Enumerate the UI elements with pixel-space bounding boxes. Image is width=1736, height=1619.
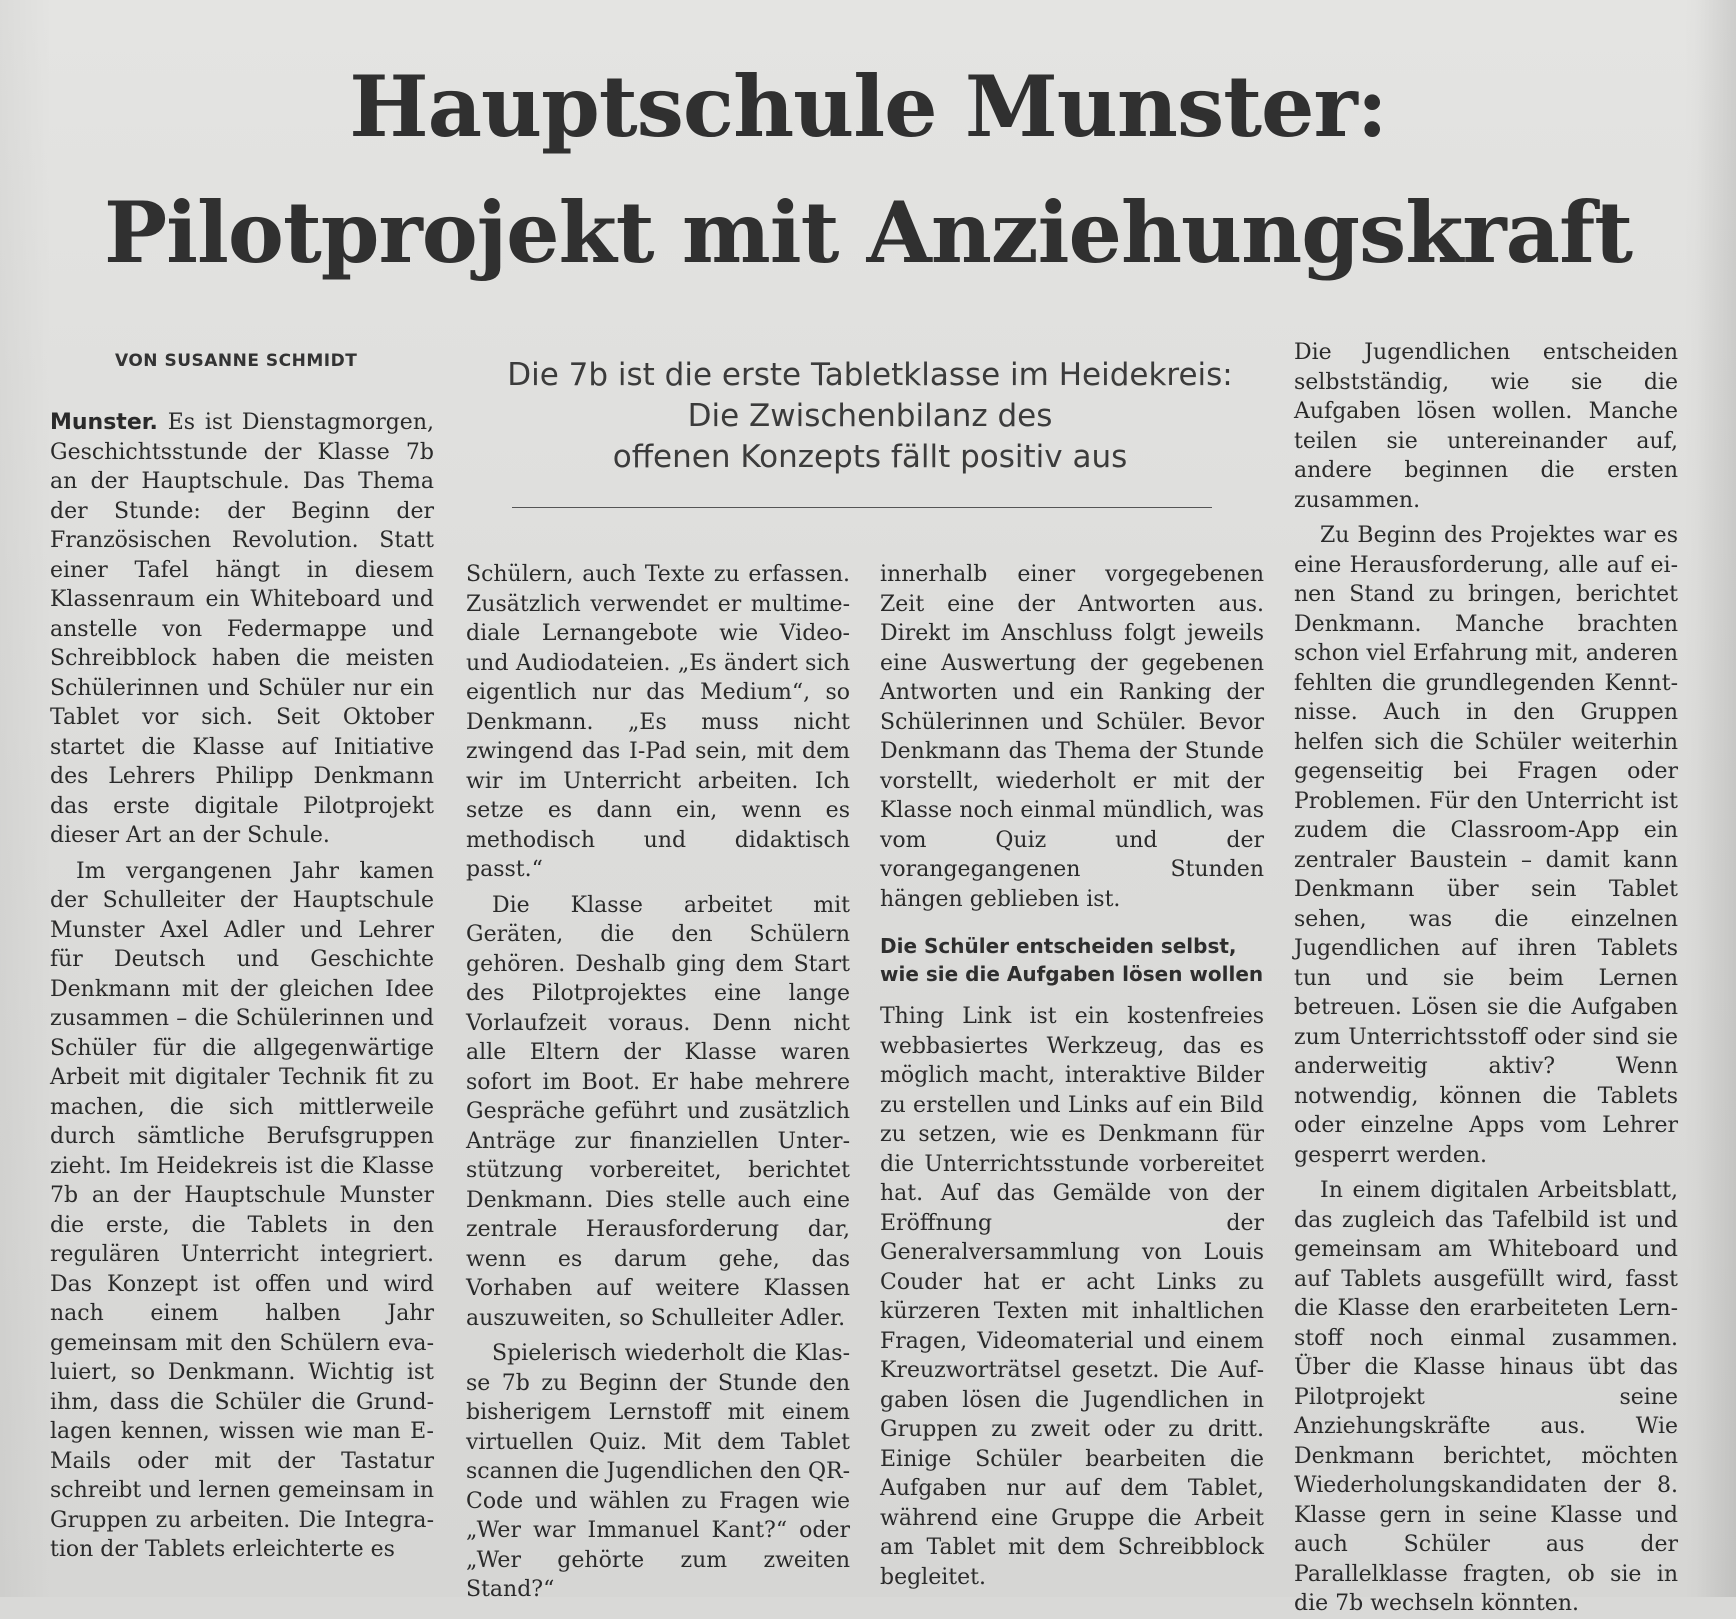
- deck-divider: [512, 507, 1212, 508]
- subheading: [880, 932, 1264, 988]
- paragraph: Schülern, auch Texte zu erfassen. Zusätzlich verwendet er multimediale Lernangebote wie Video- und Audiodateien. „Es ändert sich eigentlich nur das Medium“, so Denkmann. „Es muss nicht zwingend das I-Pad sein, mit dem wir im Unterricht arbeiten. Ich setze es dann ein, wenn es methodisch und didaktisch passt.“: [466, 562, 850, 882]
- paragraph: Thing Link ist ein kostenfreies webbasiertes Werkzeug, das es möglich macht, interaktive Bilder zu erstellen und Links auf ein Bild zu setzen, wie es Denkmann für die Unterrichtsstunde vorbereitet hat. Auf das Gemälde von der Eröffnung der Generalversammlung von Louis Couder hat er acht Links zu kürzeren Texten mit inhaltlichen Fragen, Videomaterial und einem Kreuzworträtsel gesetzt. Die Aufgaben lösen die Jugendlichen in Gruppen zu zweit oder zu dritt. Einige Schüler bearbeiten die Aufgaben nur auf dem Tablet, während eine Gruppe die Arbeit am Tablet mit dem Schreibblock begleitet.: [880, 1004, 1264, 1590]
- paragraph-text: Es ist Dienstagmorgen, Geschichtsstunde der Klasse 7b an der Hauptschule. Das Thema der Stunde: der Beginn der Französischen Revolution. Statt einer Tafel hängt in diesem Klassenraum ein Whiteboard und anstelle von Federmappe und Schreibblock haben die meisten Schülerinnen und Schüler nur ein Tablet vor sich. Seit Oktober startet die Klasse auf Initiative des Lehrers Philipp Denkmann das erste digitale Pilotprojekt dieser Art an der Schule.: [50, 410, 434, 848]
- headline-line-1: Hauptschule Munster:: [349, 57, 1387, 156]
- paragraph: [50, 408, 434, 851]
- paragraph: Die Klasse arbeitet mit Geräten, die den Schülern gehören. Deshalb ging dem Start des Pilotprojektes eine lange Vorlaufzeit voraus. Denn nicht alle Eltern der Klasse waren sofort im Boot. Er habe mehrere Gespräche geführt und zusätzlich Anträge zur finanziellen Unterstützung vorbereitet, berichtet Denkmann. Dies stelle auch eine zentrale Herausforderung dar, wenn es darum gehe, das Vorhaben auf weitere Klassen auszuweiten, so Schulleiter Adler.: [466, 892, 850, 1331]
- deck-line-3: offenen Konzepts fällt positiv aus: [612, 439, 1128, 475]
- page-edge-shadow: [1696, 0, 1736, 1597]
- deck: [485, 355, 1255, 478]
- subheading-line-1: Die Schüler entscheiden selbst,: [880, 934, 1237, 958]
- byline: VON SUSANNE SCHMIDT: [115, 351, 358, 371]
- paragraph: In einem digitalen Arbeitsblatt, das zugleich das Tafelbild ist und gemeinsam am Whiteboard und auf Tablets ausgefüllt wird, fasst die Klasse den erarbeiteten Lernstoff noch einmal zusammen. Über die Klasse hinaus übt das Pilotprojekt seine Anziehungskräfte aus. Wie Denkmann berichtet, möchten Wiederholungskandidaten der 8. Klasse gern in seine Klasse und auch Schüler aus der Parallelklasse fragten, ob sie in die 7b wechseln könnten.: [1294, 1178, 1678, 1616]
- article-column-4: [1294, 338, 1678, 1619]
- paragraph: Die Jugendlichen entscheiden selbstständig, wie sie die Aufgaben lösen wollen. Manche teilen sie untereinander auf, andere beginnen die ersten zusammen.: [1294, 340, 1678, 513]
- article-column-1: [50, 408, 434, 1565]
- dateline: Munster.: [50, 410, 158, 435]
- paragraph: innerhalb einer vorgegebenen Zeit eine der Antworten aus. Direkt im Anschluss folgt jeweils eine Auswertung der gegebenen Antworten und ein Ranking der Schülerinnen und Schüler. Bevor Denkmann das Thema der Stunde vorstellt, wiederholt er mit der Klasse noch einmal mündlich, was vom Quiz und der vorangegangenen Stunden hängen geblieben ist.: [880, 562, 1264, 912]
- paragraph: Zu Beginn des Projektes war es eine Herausforderung, alle auf einen Stand zu bringen, berichtet Denkmann. Manche brachten schon viel Erfahrung mit, anderen fehlten die grundlegenden Kenntnisse. Auch in den Gruppen helfen sich die Schüler weiterhin gegenseitig bei Fragen oder Problemen. Für den Unterricht ist zudem die Classroom-App ein zentraler Baustein – damit kann Denkmann über sein Tablet sehen, was die einzelnen Jugendlichen auf ihren Tablets tun und sie beim Lernen betreuen. Lösen sie die Aufgaben zum Unterrichtsstoff oder sind sie anderweitig aktiv? Wenn notwendig, können die Tablets oder einzelne Apps vom Lehrer gesperrt werden.: [1294, 523, 1678, 1168]
- paragraph: Spielerisch wiederholt die Klasse 7b zu Beginn der Stunde den bisherigem Lernstoff mit einem virtuellen Quiz. Mit dem Tablet scannen die Jugendlichen den QR-Code und wählen zu Fragen wie „Wer war Immanuel Kant?“ oder „Wer gehörte zum zweiten Stand?“: [466, 1341, 850, 1602]
- headline-line-2: Pilotprojekt mit Anziehungskraft: [103, 183, 1633, 282]
- article-column-2: [466, 560, 850, 1605]
- subheading-line-2: wie sie die Aufgaben lösen wollen: [880, 962, 1264, 986]
- article-column-3: [880, 560, 1264, 1592]
- deck-line-2: Die Zwischenbilanz des: [687, 398, 1053, 434]
- deck-line-1: Die 7b ist die erste Tabletklasse im Heidekreis:: [507, 357, 1233, 393]
- paragraph: Im vergangenen Jahr kamen der Schulleiter der Hauptschule Munster Axel Adler und Lehrer für Deutsch und Geschichte Denkmann mit der gleichen Idee zusammen – die Schülerinnen und Schüler für die allgegenwärtige Arbeit mit digitaler Technik fit zu machen, die sich mittlerweile durch sämtliche Berufsgruppen zieht. Im Heidekreis ist die Klasse 7b an der Hauptschule Munster die erste, die Tablets in den regulären Unterricht integriert. Das Konzept ist offen und wird nach einem halben Jahr gemeinsam mit den Schülern evaluiert, so Denkmann. Wichtig ist ihm, dass die Schüler die Grundlagen kennen, wissen wie man E-Mails oder mit der Tastatur schreibt und lernen gemeinsam in Gruppen zu arbeiten. Die Integration der Tablets erleichterte es: [50, 858, 434, 1562]
